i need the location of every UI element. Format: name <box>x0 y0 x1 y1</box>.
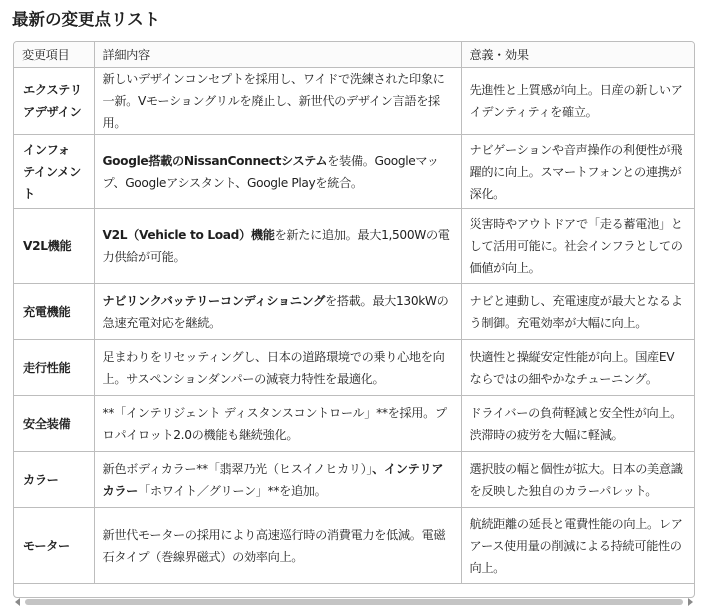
effect-cell: 先進性と上質感が向上。日産の新しいアイデンティティを確立。 <box>461 68 694 135</box>
change-item-cell: モーター <box>14 508 94 584</box>
effect-cell: ドライバーの負荷軽減と安全性が向上。渋滞時の疲労を大幅に軽減。 <box>461 396 694 452</box>
detail-cell <box>94 284 461 340</box>
detail-bold-text: 、インテリアカラー <box>102 461 444 498</box>
table-row <box>14 452 694 508</box>
detail-text: 新色ボディカラー**「翡翠乃光（ヒスイノヒカリ）」 <box>102 461 373 476</box>
header-detail: 詳細内容 <box>94 42 461 68</box>
detail-text: 新世代モーターの採用により高速巡行時の消費電力を低減。電磁石タイプ（巻線界磁式）の効率向上。 <box>102 527 446 564</box>
effect-cell: 選択肢の幅と個性が拡大。日本の美意識を反映した独自のカラーパレット。 <box>461 452 694 508</box>
scrollbar-thumb[interactable] <box>25 599 683 605</box>
table-row <box>14 508 694 584</box>
detail-text: 新しいデザインコンセプトを採用し、ワイドで洗練された印象に一新。Vモーショングリルを廃止し、新世代のデザイン言語を採用。 <box>102 72 445 130</box>
effect-cell: 航続距離の延長と電費性能の向上。レアアース使用量の削減による持続可能性の向上。 <box>461 508 694 584</box>
detail-cell <box>94 135 461 209</box>
table-row <box>14 135 694 209</box>
detail-bold-text: ナビリンクバッテリーコンディショニング <box>102 293 325 308</box>
horizontal-scrollbar[interactable] <box>13 596 695 608</box>
detail-bold-text: V2L（Vehicle to Load）機能 <box>102 228 275 242</box>
detail-cell <box>94 340 461 396</box>
change-item-cell: 充電機能 <box>14 284 94 340</box>
effect-cell: 災害時やアウトドアで「走る蓄電池」として活用可能に。社会インフラとしての価値が向上。 <box>461 209 694 284</box>
detail-text: を装備。Googleマップ、Googleアシスタント、Google Playを統合。 <box>102 153 439 190</box>
detail-text: 足まわりをリセッティングし、日本の道路環境での乗り心地を向上。サスペンションダンパーの減衰力特性を最適化。 <box>102 349 445 386</box>
change-item-cell: インフォ テインメント <box>14 135 94 209</box>
detail-cell <box>94 396 461 452</box>
change-item-cell: エクステリ アデザイン <box>14 68 94 135</box>
change-item-cell: 走行性能 <box>14 340 94 396</box>
detail-text: 「ホワイト／グリーン」**を追加。 <box>138 483 327 498</box>
header-item: 変更項目 <box>14 42 94 68</box>
header-effect: 意義・効果 <box>461 42 694 68</box>
effect-cell: ナビと連動し、充電速度が最大となるよう制御。充電効率が大幅に向上。 <box>461 284 694 340</box>
changes-table <box>14 42 694 584</box>
detail-text: を新たに追加。最大1,500Wの電力供給が可能。 <box>102 228 450 264</box>
table-row <box>14 340 694 396</box>
change-item-cell: V2L機能 <box>14 209 94 284</box>
table-body <box>14 68 694 584</box>
detail-cell <box>94 508 461 584</box>
table-row <box>14 396 694 452</box>
detail-cell <box>94 68 461 135</box>
detail-text: を搭載。最大130kWの急速充電対応を継続。 <box>102 293 449 330</box>
effect-cell: ナビゲーションや音声操作の利便性が飛躍的に向上。スマートフォンとの連携が深化。 <box>461 135 694 209</box>
detail-bold-text: Google搭載のNissanConnectシステム <box>102 153 328 168</box>
change-item-cell: カラー <box>14 452 94 508</box>
detail-cell <box>94 209 461 284</box>
table-header-row <box>14 42 694 68</box>
table-container <box>13 41 695 598</box>
table-row <box>14 284 694 340</box>
effect-cell: 快適性と操縦安定性能が向上。国産EVならではの細やかなチューニング。 <box>461 340 694 396</box>
change-item-cell: 安全装備 <box>14 396 94 452</box>
detail-text: **「インテリジェント ディスタンスコントロール」**を採用。プロパイロット2.0の機能も継続強化。 <box>102 405 447 442</box>
table-row <box>14 68 694 135</box>
scroll-left-arrow-icon[interactable] <box>15 598 20 606</box>
detail-cell <box>94 452 461 508</box>
scroll-right-arrow-icon[interactable] <box>688 598 693 606</box>
table-row <box>14 209 694 284</box>
page-title: 最新の変更点リスト <box>12 10 161 29</box>
